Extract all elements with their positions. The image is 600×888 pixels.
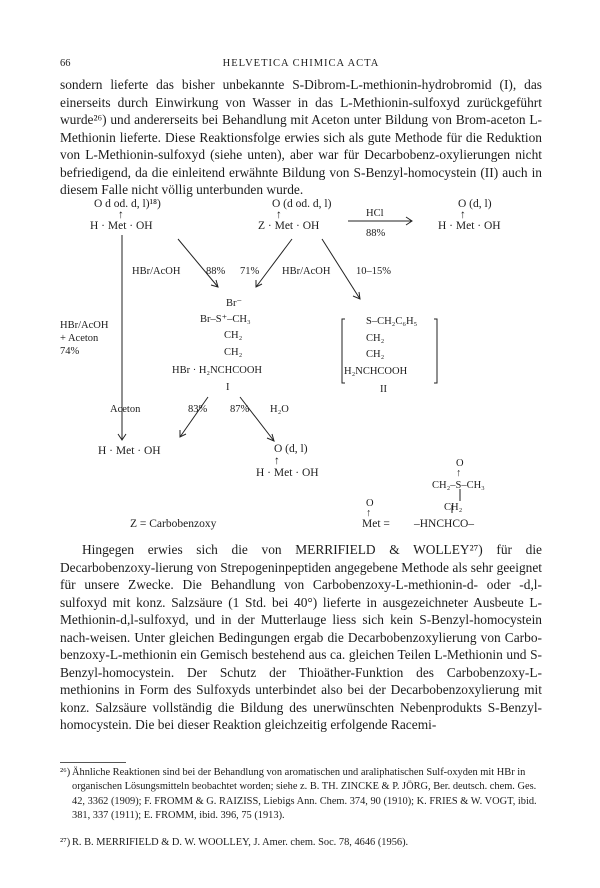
compound-I-line-5: HBr · H₂NCHCOOH: [172, 365, 262, 376]
bottom-left-compound: H · Met · OH: [98, 445, 161, 457]
compound-II-right-bracket: [434, 319, 437, 383]
footnote-27: [60, 836, 542, 850]
running-title: HELVETICA CHIMICA ACTA: [222, 58, 380, 69]
met-formula: –HNCHCO–: [414, 518, 475, 530]
bottom-mid-compound: H · Met · OH: [256, 467, 319, 479]
paragraph-2: Hingegen erwies sich die von MERRIFIELD & WOLLEY²⁷) für die Decarbobenzoxy-lierung von Strepogeninpeptiden angegebene Methode als sehr geeignet für unsere Zwecke. Die Behandlung von Carbobenzoxy-L-methionin-d- oder -d,l-sulfoxyd mit konz. Salzsäure (1 Std. bei 40°) lieferte in ausgezeichneter Ausbeute L-Methionin-d,l-sulfoxyd, und in der Mutterlauge liess sich kein S-Benzyl-homocystein nach-weisen. Unter gleichen Bedingungen ergab die Decarbobenzoxylierung von Carbo-benzoxy-L-methionin ein Gemisch bestehend aus ca. gleichen Teilen L-Methionin und S-Benzyl-homocystein. Der Schutz der Thioäther-Funktion des Carbobenzoxy-L-methionins in Form des Sulfoxyds unterbindet also bei der Decarbobenzoxylierung mit konz. Salzsäure vollständig die Bildung des unerwünschten Nebenprodukts S-Benzyl-homocystein. Die bei dieser Reaktion gleichzeitig erfolgende Racemi-: [60, 542, 542, 732]
yield-87: 87%: [230, 404, 250, 415]
hcl-label: HCl: [366, 208, 384, 219]
footnote-27-text: R. B. MERRIFIELD & D. W. WOOLLEY, J. Amer. chem. Soc. 78, 4646 (1956).: [72, 837, 409, 848]
reagent-water: H₂O: [270, 404, 289, 415]
footnote-rule: [60, 762, 126, 763]
reaction-scheme: [60, 195, 542, 535]
top-right-oxide-note: O (d, l): [458, 198, 492, 210]
footnote-27-label: ²⁷): [60, 837, 71, 848]
yield-88-top: 88%: [366, 228, 386, 239]
yield-88: 88%: [206, 266, 226, 277]
top-right-compound: H · Met · OH: [438, 220, 501, 232]
top-right-arrow: ↑: [460, 209, 466, 221]
top-mid-oxide-note: O (d od. d, l): [272, 198, 332, 210]
met-struct-arrow: ↑: [456, 468, 462, 479]
met-struct-line-2: CH₂: [444, 502, 463, 513]
compound-II-label: II: [380, 384, 387, 395]
footnote-26: [60, 766, 542, 824]
reagent-hbr-acoh-2: HBr/AcOH: [282, 266, 331, 277]
arrow-top-mid-to-I: [256, 239, 292, 287]
compound-I-label: I: [226, 382, 230, 393]
footnote-26-label: ²⁶): [60, 767, 71, 778]
bottom-mid-arrow: ↑: [274, 455, 280, 467]
arrow-top-left-to-I: [178, 239, 218, 287]
side-yield: 74%: [60, 346, 80, 357]
z-definition: Z = Carbobenzoxy: [130, 518, 217, 530]
top-left-arrow: ↑: [118, 209, 124, 221]
compound-I-line-4: CH₂: [224, 347, 243, 358]
compound-II-line-3: CH₂: [366, 349, 385, 360]
compound-I-line-3: CH₂: [224, 330, 243, 341]
yield-83: 83%: [188, 404, 208, 415]
yield-10-15: 10–15%: [356, 266, 391, 277]
footnote-26-text: Ähnliche Reaktionen sind bei der Behandlung von aromatischen und araliphatischen Sulf-oxyden mit HBr in organischen Lösungsmitteln beobachtet worden; siehe z. B. TH. ZINCKE & P. JÖRG, Ber. deutsch. chem. Ges. 42, 3362 (1909); F. FROMM & G. RAIZISS, Liebigs Ann. Chem. 374, 90 (1910); K. FRIES & W. VOGT, ibid. 381, 337 (1911); E. FROMM, ibid. 396, 75 (1913).: [72, 767, 537, 822]
compound-I-line-2: Br–S⁺–CH₃: [200, 314, 251, 325]
yield-71: 71%: [240, 266, 260, 277]
side-reagent-1: HBr/AcOH: [60, 320, 109, 331]
side-reagent-2: + Aceton: [60, 333, 99, 344]
top-mid-compound: Z · Met · OH: [258, 220, 320, 232]
top-left-compound: H · Met · OH: [90, 220, 153, 232]
page-number: 66: [60, 58, 71, 69]
top-left-oxide-note: O d od. d, l)¹⁸): [94, 198, 161, 210]
compound-II-line-1: S–CH₂C₆H₅: [366, 316, 418, 327]
met-struct-o: O: [456, 458, 464, 469]
compound-II-line-2: CH₂: [366, 333, 385, 344]
reagent-hbr-acoh-1: HBr/AcOH: [132, 266, 181, 277]
top-mid-arrow: ↑: [276, 209, 282, 221]
bottom-mid-oxide-note: O (d, l): [274, 443, 308, 455]
met-oxide-o: O: [366, 498, 374, 509]
paragraph-1: sondern lieferte das bisher unbekannte S-Dibrom-L-methionin-hydrobromid (I), das einerseits durch Einwirkung von Wasser in das L-Methionin-sulfoxyd zurückgeführt wurde²⁶) und andererseits bei Behandlung mit Aceton unter Bildung von Brom-aceton L-Methionin lieferte. Diese Reaktionsfolge erwies sich als gute Methode für die Reduktion von L-Methionin-sulfoxyd (siehe unten), aber war für Decarbobenz-oxylierungen nicht befriedigend, da die einleitend erwähnte Bildung von S-Benzyl-homocystein (II) auch in diesem Falle nicht völlig unterbunden wurde.: [60, 77, 542, 197]
compound-I-line-1: Br⁻: [226, 298, 243, 309]
compound-II-line-4: H₂NCHCOOH: [344, 366, 408, 377]
met-oxide-arrow: ↑: [366, 508, 372, 519]
met-definition: Met =: [362, 518, 390, 530]
reagent-aceton: Aceton: [110, 404, 141, 415]
met-struct-line-1: CH₂–S–CH₃: [432, 480, 485, 491]
